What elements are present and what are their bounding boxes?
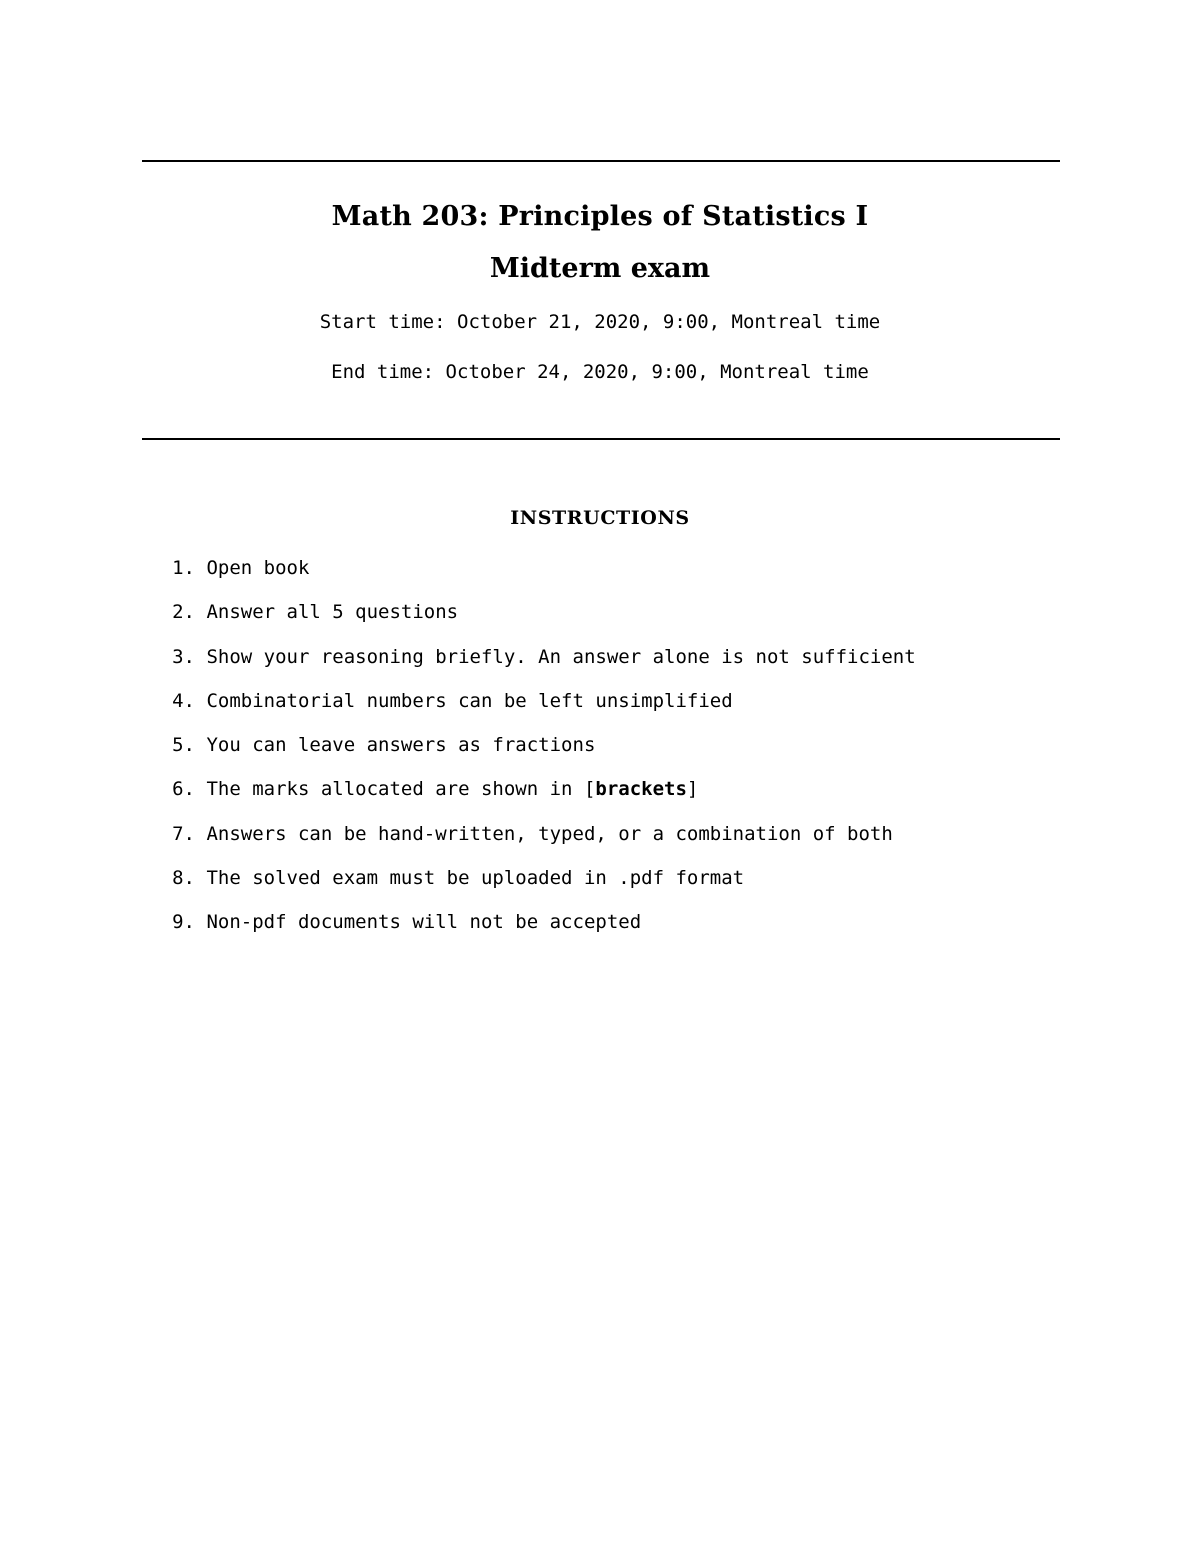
instruction-text: Answers can be hand-written, typed, or a combination of both <box>206 822 893 845</box>
instruction-number: 1. <box>172 557 195 579</box>
brackets-emphasis: brackets <box>595 778 687 801</box>
instruction-number: 7. <box>172 822 195 845</box>
instruction-item <box>160 732 916 776</box>
bottom-divider <box>142 438 1060 440</box>
instruction-number: 8. <box>172 867 195 890</box>
instruction-item <box>160 821 916 865</box>
top-divider <box>142 160 1060 162</box>
instruction-number: 9. <box>172 911 195 934</box>
instruction-number: 5. <box>172 734 195 757</box>
instructions-list <box>160 555 916 954</box>
instruction-number: 3. <box>172 645 195 668</box>
instructions-heading: INSTRUCTIONS <box>510 507 690 529</box>
exam-title: Midterm exam <box>489 253 711 284</box>
instruction-item <box>160 644 916 688</box>
instruction-text: The solved exam must be uploaded in .pdf format <box>206 867 745 890</box>
instruction-text-before: The marks allocated are shown in [ <box>206 778 596 801</box>
instruction-text-after: ] <box>686 778 699 801</box>
instruction-item <box>160 865 916 909</box>
instruction-item <box>160 599 916 643</box>
instruction-text: Non-pdf documents will not be accepted <box>206 911 642 934</box>
instruction-item <box>160 909 916 953</box>
instruction-text: Answer all 5 questions <box>206 601 459 624</box>
instruction-item <box>160 555 916 599</box>
start-time: Start time: October 21, 2020, 9:00, Montreal time <box>319 311 881 333</box>
instruction-text <box>206 778 698 800</box>
instruction-number: 2. <box>172 601 195 624</box>
instruction-item <box>160 688 916 732</box>
instruction-text: You can leave answers as fractions <box>206 734 596 757</box>
end-time: End time: October 24, 2020, 9:00, Montreal time <box>331 361 869 383</box>
instruction-number: 6. <box>172 778 195 801</box>
instruction-number: 4. <box>172 689 195 712</box>
instruction-text: Combinatorial numbers can be left unsimplified <box>206 689 733 712</box>
instruction-text: Show your reasoning briefly. An answer alone is not sufficient <box>206 645 916 668</box>
course-title: Math 203: Principles of Statistics I <box>331 201 869 232</box>
instruction-text: Open book <box>206 557 310 579</box>
instruction-item <box>160 776 916 820</box>
